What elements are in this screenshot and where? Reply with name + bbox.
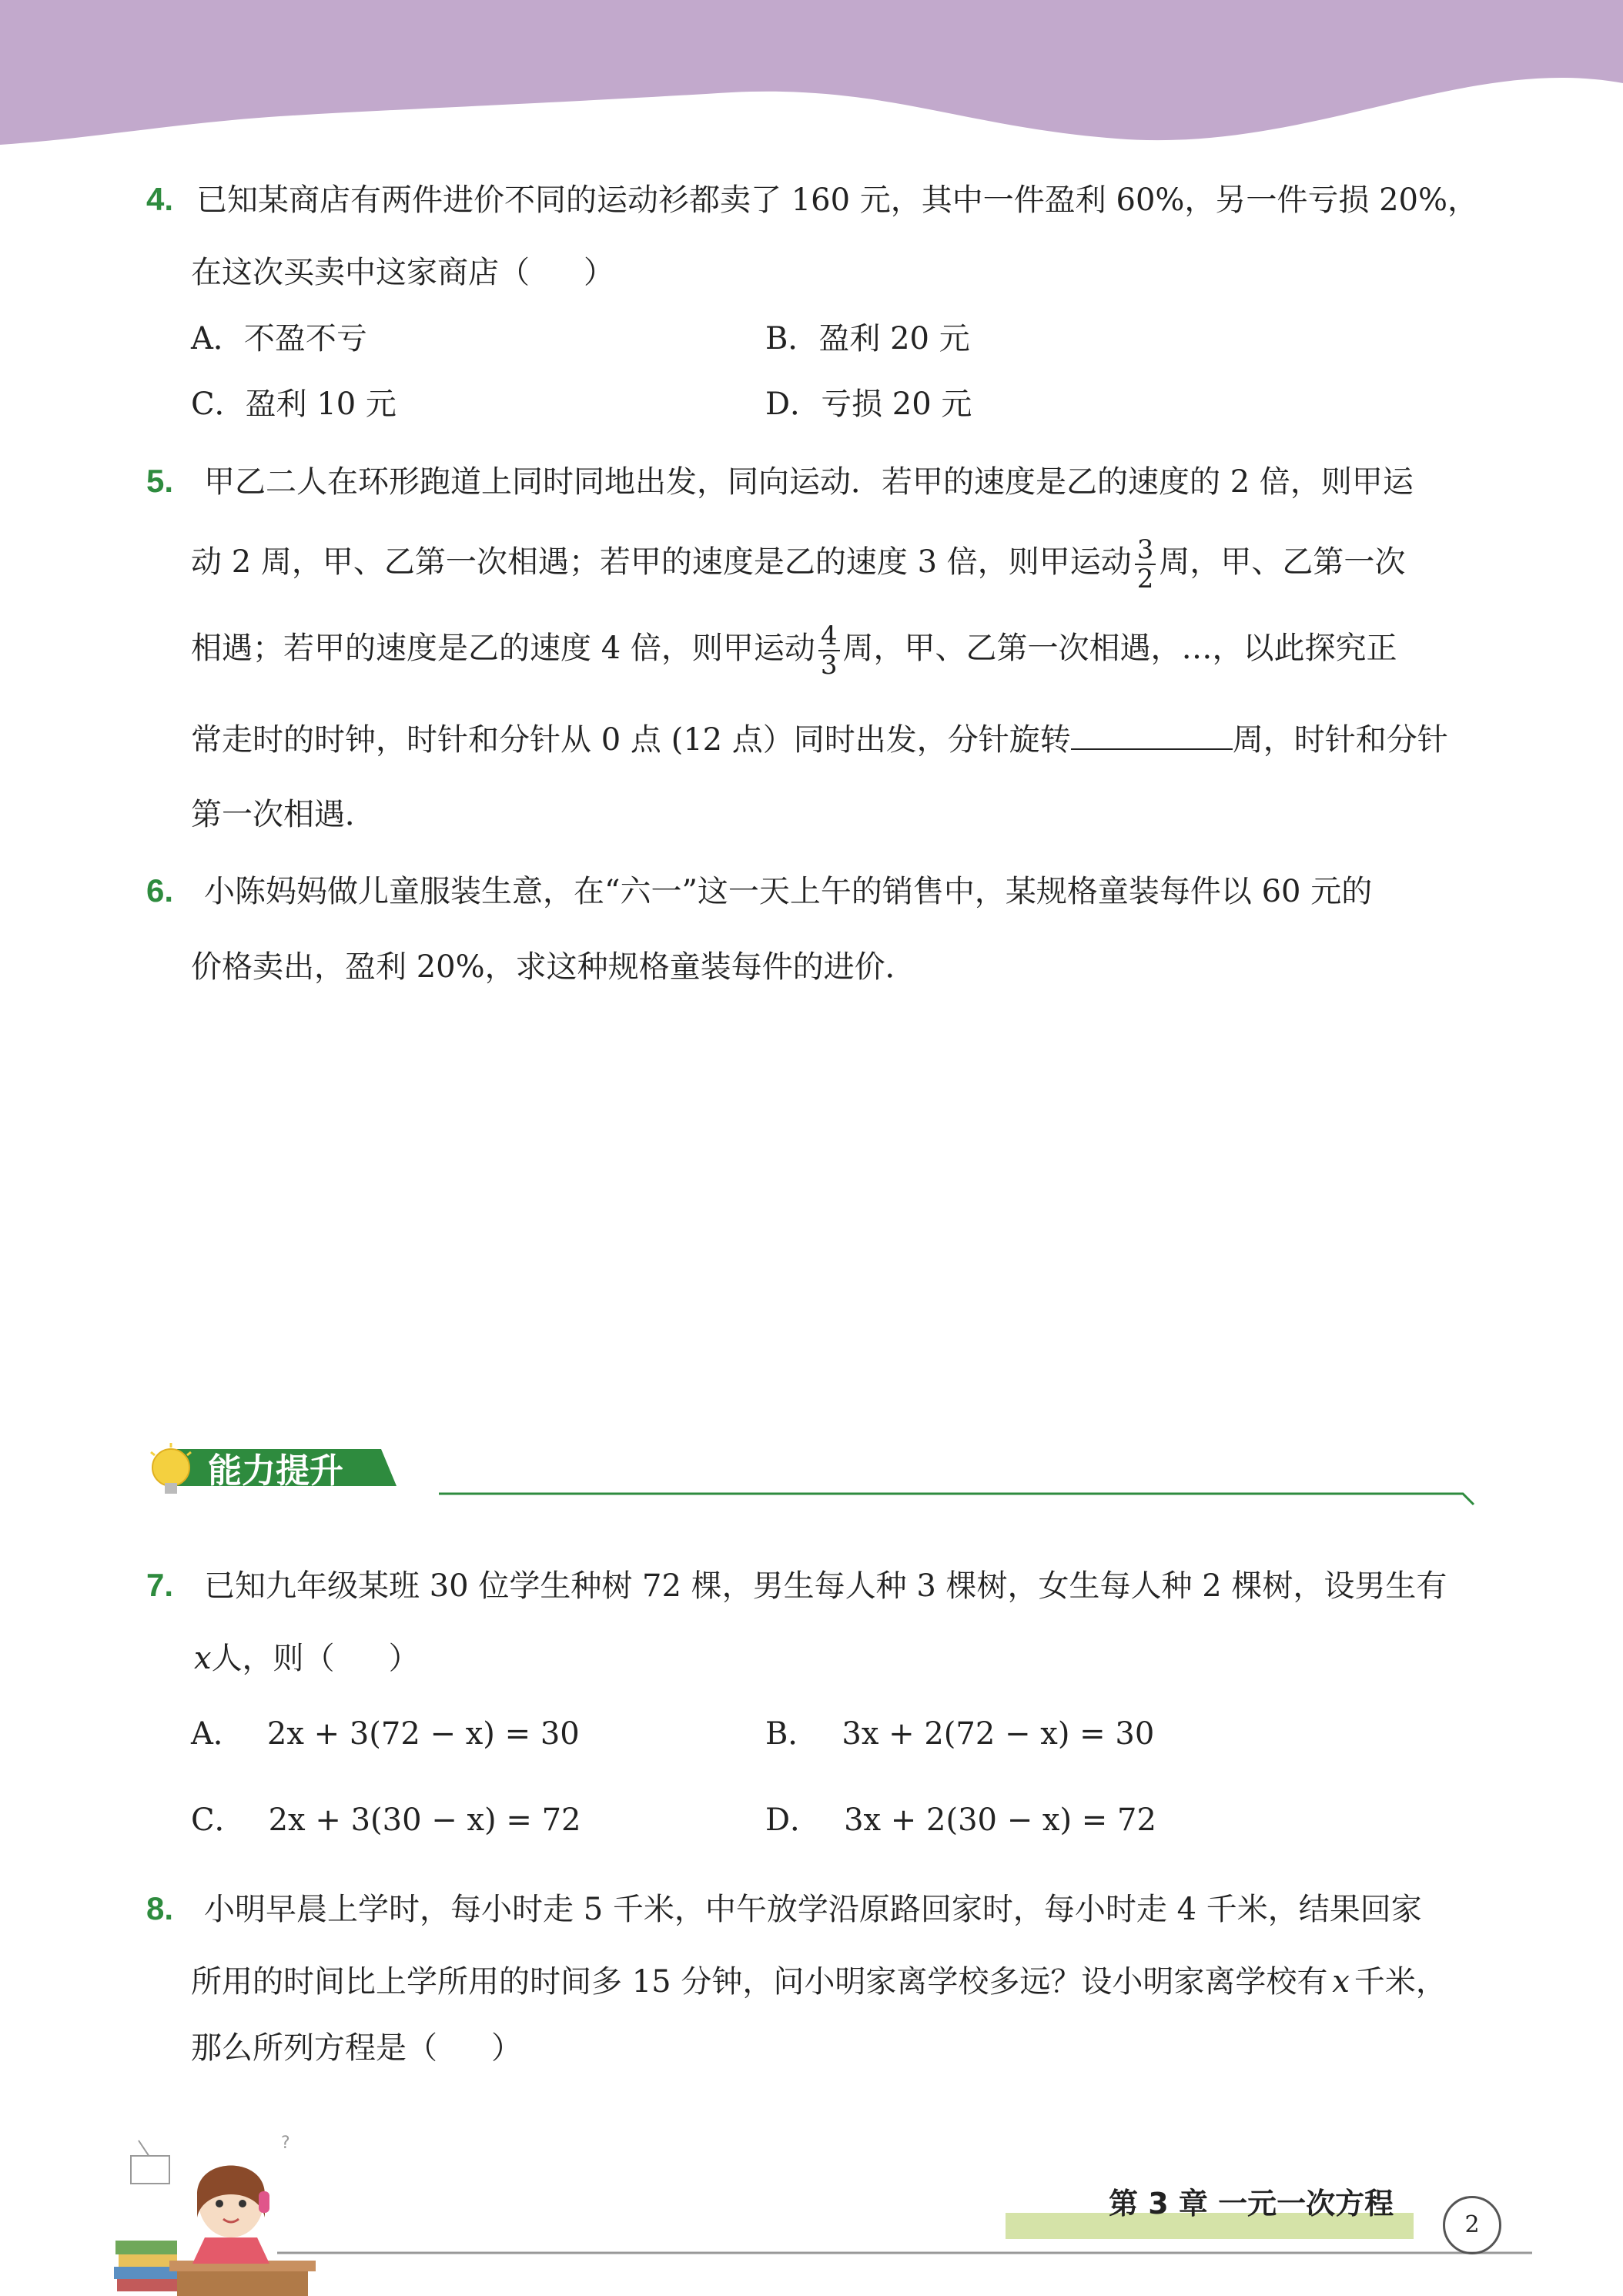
- question-4-option-b: B．盈利 20 元: [765, 321, 970, 356]
- question-8-line3: 那么所列方程是（ ）: [191, 2030, 522, 2066]
- question-4-option-d: D．亏损 20 元: [765, 387, 972, 422]
- page-number: 2: [1443, 2196, 1501, 2254]
- fraction-three-halves: $\frac{3}{2}$: [1135, 536, 1156, 593]
- question-4-line1: 已知某商店有两件进价不同的运动衫都卖了 160 元，其中一件盈利 60%，另一件亏损 20%，: [196, 182, 1479, 218]
- question-5-line3: 相遇；若甲的速度是乙的速度 4 倍，则甲运动 $\frac{4}{3}$ 周，甲、乙第一次相遇，…，以此探究正: [191, 621, 1397, 681]
- question-8-line1: 小明早晨上学时，每小时走 5 千米，中午放学沿原路回家时，每小时走 4 千米，结果回家: [204, 1892, 1422, 1927]
- svg-text:?: ?: [281, 2134, 290, 2153]
- question-4-option-a: A．不盈不亏: [191, 321, 367, 356]
- question-4-option-c: C．盈利 10 元: [191, 387, 397, 422]
- question-7-option-b: B． 3x + 2(72 − x) = 30: [765, 1716, 1155, 1752]
- question-7-option-a: A． 2x + 3(72 − x) = 30: [191, 1716, 580, 1752]
- question-8-line2: 所用的时间比上学所用的时间多 15 分钟，问小明家离学校多远？设小明家离学校有 x 千米，: [191, 1964, 1447, 2000]
- question-5-line4: 常走时的时钟，时针和分针从 0 点 (12 点）同时出发，分针旋转 周，时针和分针: [191, 722, 1448, 758]
- question-7-line2: x人，则（ ）: [194, 1641, 420, 1676]
- header-wave: [0, 0, 1623, 154]
- section-header-banner: [146, 1441, 1478, 1511]
- question-5-number: 5.: [146, 463, 174, 499]
- fraction-four-thirds: $\frac{4}{3}$: [818, 622, 840, 679]
- question-6-line1: 小陈妈妈做儿童服装生意，在“六一”这一天上午的销售中，某规格童装每件以 60 元的: [204, 874, 1373, 909]
- question-5-line1: 甲乙二人在环形跑道上同时同地出发，同向运动．若甲的速度是乙的速度的 2 倍，则甲运: [204, 464, 1414, 500]
- question-5-line5: 第一次相遇．: [191, 797, 376, 832]
- question-7-line1: 已知九年级某班 30 位学生种树 72 棵，男生每人种 3 棵树，女生每人种 2 棵树，设男生有: [204, 1568, 1447, 1604]
- question-7-number: 7.: [146, 1567, 174, 1603]
- question-7-option-c: C． 2x + 3(30 − x) = 72: [191, 1802, 581, 1838]
- question-6-number: 6.: [146, 872, 174, 909]
- question-6-line2: 价格卖出，盈利 20%，求这种规格童装每件的进价．: [191, 949, 916, 985]
- answer-blank[interactable]: [1071, 722, 1233, 750]
- question-7-option-d: D． 3x + 2(30 − x) = 72: [765, 1802, 1156, 1838]
- question-4-line2: 在这次买卖中这家商店（ ）: [191, 255, 614, 290]
- section-title: 能力提升: [208, 1451, 343, 1491]
- question-5-line2: 动 2 周，甲、乙第一次相遇；若甲的速度是乙的速度 3 倍，则甲运动 $\frac{3}{2}$ 周，甲、乙第一次: [191, 534, 1406, 594]
- question-8-number: 8.: [146, 1890, 174, 1926]
- question-4-number: 4.: [146, 181, 174, 217]
- footer-chapter-label: 第 3 章 一元一次方程: [1109, 2187, 1394, 2221]
